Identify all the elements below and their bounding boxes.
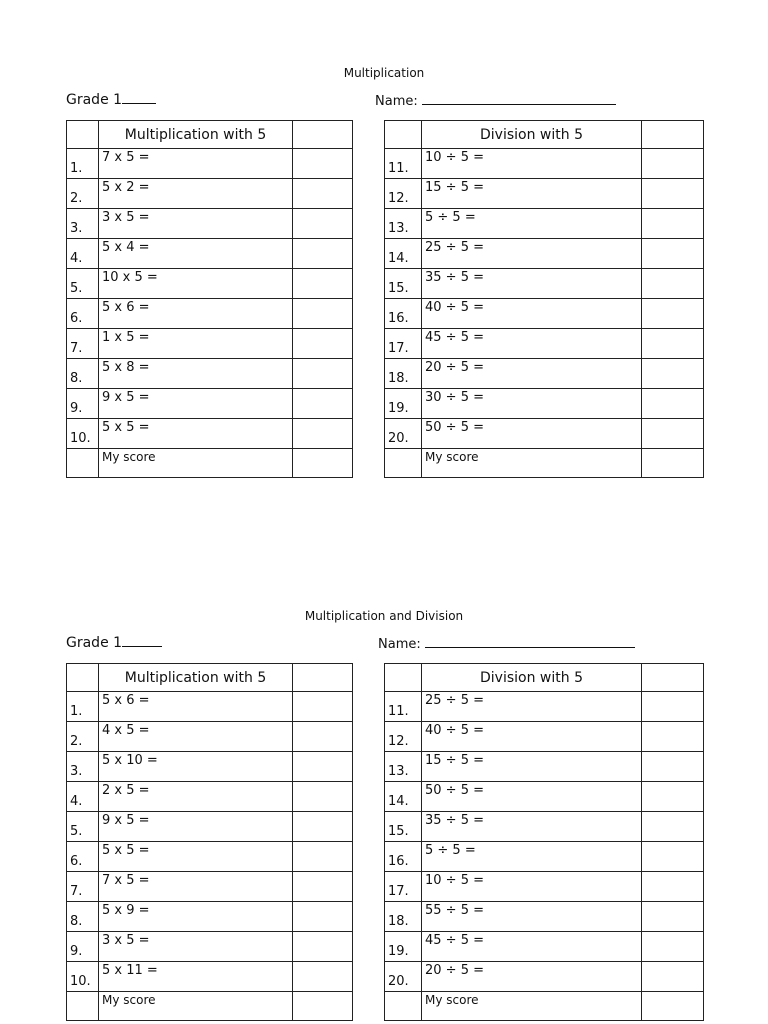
problem: 5 ÷ 5 = [422, 842, 642, 872]
answer-cell[interactable] [642, 872, 704, 902]
header-blank-cell [67, 121, 99, 149]
answer-cell[interactable] [293, 389, 353, 419]
answer-cell[interactable] [642, 299, 704, 329]
table-row [385, 752, 704, 782]
division-table [384, 663, 704, 1021]
table-row [67, 179, 353, 209]
row-number: 5. [67, 812, 99, 842]
grade-text: Grade 1 [66, 635, 123, 651]
row-number: 10. [67, 962, 99, 992]
row-number: 1. [67, 692, 99, 722]
row-number: 3. [67, 752, 99, 782]
table-row [67, 299, 353, 329]
table-row [67, 209, 353, 239]
table-header: Division with 5 [422, 664, 642, 692]
problem: 20 ÷ 5 = [422, 359, 642, 389]
answer-cell[interactable] [293, 419, 353, 449]
problem: 5 x 11 = [99, 962, 293, 992]
answer-cell[interactable] [642, 149, 704, 179]
answer-cell[interactable] [293, 752, 353, 782]
problem: 5 x 6 = [99, 299, 293, 329]
problem: 4 x 5 = [99, 722, 293, 752]
name-blank[interactable] [425, 635, 635, 648]
table-header: Multiplication with 5 [99, 121, 293, 149]
row-number: 16. [385, 842, 422, 872]
problem: 9 x 5 = [99, 812, 293, 842]
table-row [385, 269, 704, 299]
row-number: 11. [385, 149, 422, 179]
header-blank-cell [67, 664, 99, 692]
answer-cell[interactable] [293, 782, 353, 812]
score-label: My score [422, 449, 642, 478]
problem: 30 ÷ 5 = [422, 389, 642, 419]
score-blank-cell [67, 992, 99, 1021]
score-cell[interactable] [642, 449, 704, 478]
grade-blank[interactable] [122, 91, 156, 104]
answer-cell[interactable] [293, 842, 353, 872]
row-number: 8. [67, 902, 99, 932]
table-row [67, 389, 353, 419]
row-number: 19. [385, 389, 422, 419]
table-row [385, 239, 704, 269]
score-blank-cell [385, 992, 422, 1021]
table-row [67, 239, 353, 269]
problem: 55 ÷ 5 = [422, 902, 642, 932]
score-blank-cell [67, 449, 99, 478]
problem: 5 x 5 = [99, 842, 293, 872]
answer-cell[interactable] [642, 752, 704, 782]
row-number: 14. [385, 239, 422, 269]
table-row [385, 902, 704, 932]
score-row [385, 449, 704, 478]
answer-cell[interactable] [293, 902, 353, 932]
answer-cell[interactable] [293, 329, 353, 359]
answer-cell[interactable] [642, 239, 704, 269]
answer-cell[interactable] [293, 692, 353, 722]
answer-cell[interactable] [642, 269, 704, 299]
table-row [385, 842, 704, 872]
table-row [67, 149, 353, 179]
score-label: My score [99, 992, 293, 1021]
answer-cell[interactable] [642, 419, 704, 449]
table-row [385, 149, 704, 179]
row-number: 13. [385, 209, 422, 239]
row-number: 5. [67, 269, 99, 299]
table-header: Division with 5 [422, 121, 642, 149]
worksheet-title: Multiplication [343, 66, 425, 80]
problem: 7 x 5 = [99, 872, 293, 902]
answer-cell[interactable] [293, 299, 353, 329]
problem: 5 x 2 = [99, 179, 293, 209]
answer-cell[interactable] [642, 359, 704, 389]
problem: 10 x 5 = [99, 269, 293, 299]
table-header: Multiplication with 5 [99, 664, 293, 692]
row-number: 15. [385, 269, 422, 299]
table-row [67, 842, 353, 872]
answer-cell[interactable] [642, 329, 704, 359]
score-row [67, 449, 353, 478]
table-row [67, 902, 353, 932]
score-cell[interactable] [642, 992, 704, 1021]
table-row [67, 782, 353, 812]
score-blank-cell [385, 449, 422, 478]
row-number: 10. [67, 419, 99, 449]
grade-blank[interactable] [122, 634, 162, 647]
row-number: 16. [385, 299, 422, 329]
answer-cell[interactable] [293, 962, 353, 992]
row-number: 19. [385, 932, 422, 962]
answer-cell[interactable] [642, 664, 704, 692]
row-number: 13. [385, 752, 422, 782]
table-row [67, 269, 353, 299]
table-row [385, 209, 704, 239]
table-row [385, 359, 704, 389]
answer-cell[interactable] [642, 389, 704, 419]
answer-cell[interactable] [642, 692, 704, 722]
row-number: 6. [67, 842, 99, 872]
answer-cell[interactable] [293, 121, 353, 149]
answer-cell[interactable] [293, 149, 353, 179]
name-label [375, 92, 616, 109]
row-number: 20. [385, 962, 422, 992]
problem: 5 x 4 = [99, 239, 293, 269]
problem: 5 x 5 = [99, 419, 293, 449]
problem: 2 x 5 = [99, 782, 293, 812]
row-number: 7. [67, 329, 99, 359]
answer-cell[interactable] [642, 902, 704, 932]
problem: 40 ÷ 5 = [422, 722, 642, 752]
answer-cell[interactable] [293, 812, 353, 842]
row-number: 17. [385, 872, 422, 902]
worksheet-title: Multiplication and Division [304, 609, 464, 623]
answer-cell[interactable] [293, 239, 353, 269]
answer-cell[interactable] [642, 842, 704, 872]
problem: 10 ÷ 5 = [422, 872, 642, 902]
grade-text: Grade 1 [66, 92, 123, 108]
row-number: 4. [67, 782, 99, 812]
problem: 15 ÷ 5 = [422, 752, 642, 782]
row-number: 15. [385, 812, 422, 842]
header-blank-cell [385, 664, 422, 692]
row-number: 17. [385, 329, 422, 359]
row-number: 3. [67, 209, 99, 239]
answer-cell[interactable] [293, 179, 353, 209]
answer-cell[interactable] [642, 121, 704, 149]
row-number: 2. [67, 722, 99, 752]
score-row [67, 992, 353, 1021]
row-number: 18. [385, 902, 422, 932]
answer-cell[interactable] [642, 962, 704, 992]
row-number: 4. [67, 239, 99, 269]
score-row [385, 992, 704, 1021]
answer-cell[interactable] [293, 722, 353, 752]
row-number: 9. [67, 932, 99, 962]
name-label [378, 635, 635, 652]
table-row [385, 782, 704, 812]
grade-label [66, 91, 156, 108]
table-row [385, 872, 704, 902]
problem: 50 ÷ 5 = [422, 419, 642, 449]
table-row [385, 962, 704, 992]
table-row [385, 812, 704, 842]
multiplication-table [66, 120, 353, 478]
answer-cell[interactable] [642, 209, 704, 239]
problem: 5 ÷ 5 = [422, 209, 642, 239]
row-number: 9. [67, 389, 99, 419]
problem: 50 ÷ 5 = [422, 782, 642, 812]
table-row [385, 329, 704, 359]
problem: 15 ÷ 5 = [422, 179, 642, 209]
answer-cell[interactable] [642, 812, 704, 842]
problem: 25 ÷ 5 = [422, 239, 642, 269]
table-row [385, 692, 704, 722]
name-text: Name: [378, 637, 421, 652]
table-row [67, 722, 353, 752]
row-number: 12. [385, 722, 422, 752]
answer-cell[interactable] [293, 872, 353, 902]
row-number: 18. [385, 359, 422, 389]
grade-label [66, 634, 162, 651]
row-number: 12. [385, 179, 422, 209]
answer-cell[interactable] [293, 664, 353, 692]
problem: 3 x 5 = [99, 932, 293, 962]
answer-cell[interactable] [293, 359, 353, 389]
row-number: 7. [67, 872, 99, 902]
table-row [67, 962, 353, 992]
problem: 35 ÷ 5 = [422, 269, 642, 299]
table-row [67, 872, 353, 902]
row-number: 20. [385, 419, 422, 449]
table-row [67, 932, 353, 962]
problem: 45 ÷ 5 = [422, 329, 642, 359]
name-text: Name: [375, 94, 418, 109]
answer-cell[interactable] [642, 782, 704, 812]
table-row [67, 359, 353, 389]
table-row [385, 932, 704, 962]
problem: 5 x 8 = [99, 359, 293, 389]
problem: 45 ÷ 5 = [422, 932, 642, 962]
answer-cell[interactable] [293, 932, 353, 962]
table-row [67, 692, 353, 722]
answer-cell[interactable] [642, 932, 704, 962]
table-row [67, 812, 353, 842]
problem: 5 x 10 = [99, 752, 293, 782]
score-label: My score [99, 449, 293, 478]
table-row [385, 722, 704, 752]
table-row [385, 299, 704, 329]
problem: 40 ÷ 5 = [422, 299, 642, 329]
answer-cell[interactable] [642, 722, 704, 752]
division-table [384, 120, 704, 478]
table-row [67, 329, 353, 359]
row-number: 11. [385, 692, 422, 722]
score-label: My score [422, 992, 642, 1021]
problem: 25 ÷ 5 = [422, 692, 642, 722]
row-number: 6. [67, 299, 99, 329]
row-number: 14. [385, 782, 422, 812]
answer-cell[interactable] [642, 179, 704, 209]
score-cell[interactable] [293, 449, 353, 478]
name-blank[interactable] [422, 92, 616, 105]
answer-cell[interactable] [293, 209, 353, 239]
score-cell[interactable] [293, 992, 353, 1021]
multiplication-table [66, 663, 353, 1021]
table-row [385, 389, 704, 419]
problem: 1 x 5 = [99, 329, 293, 359]
table-row [385, 179, 704, 209]
table-row [385, 419, 704, 449]
problem: 10 ÷ 5 = [422, 149, 642, 179]
problem: 3 x 5 = [99, 209, 293, 239]
header-blank-cell [385, 121, 422, 149]
answer-cell[interactable] [293, 269, 353, 299]
problem: 20 ÷ 5 = [422, 962, 642, 992]
problem: 7 x 5 = [99, 149, 293, 179]
table-row [67, 752, 353, 782]
problem: 5 x 9 = [99, 902, 293, 932]
row-number: 2. [67, 179, 99, 209]
problem: 35 ÷ 5 = [422, 812, 642, 842]
problem: 9 x 5 = [99, 389, 293, 419]
row-number: 1. [67, 149, 99, 179]
problem: 5 x 6 = [99, 692, 293, 722]
table-row [67, 419, 353, 449]
row-number: 8. [67, 359, 99, 389]
